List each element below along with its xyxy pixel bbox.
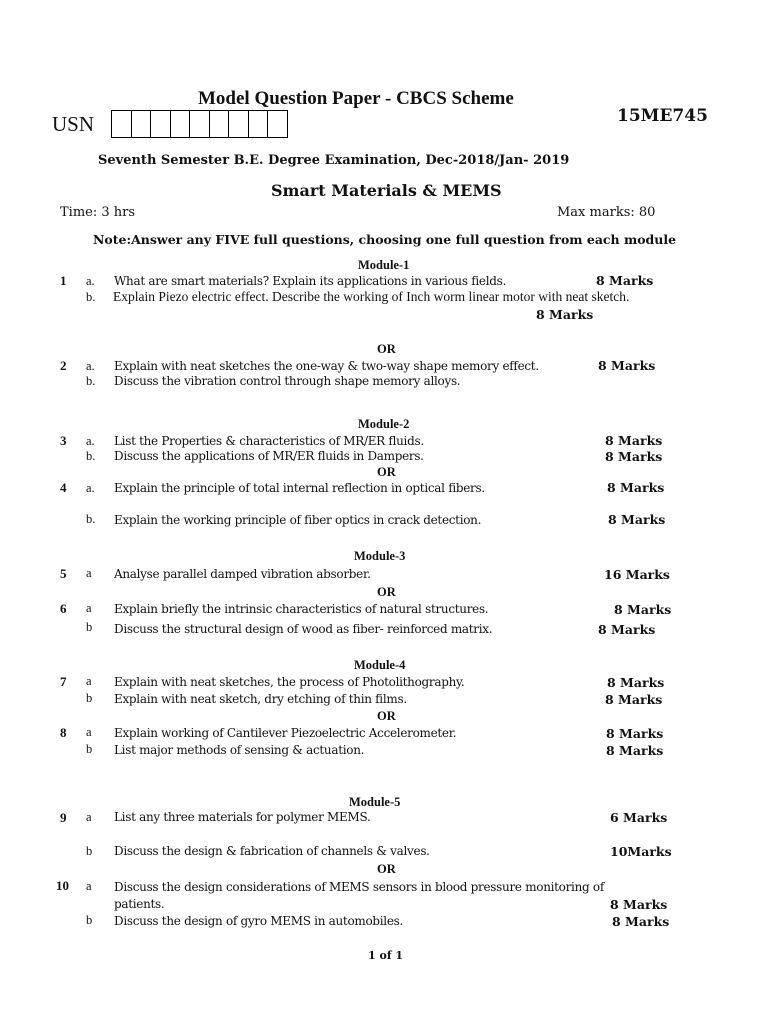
usn-box[interactable] [248,110,269,138]
question-text: Discuss the design & fabrication of channels & valves. [114,844,430,858]
question-number: 3 [60,433,67,448]
usn-box[interactable] [170,110,191,138]
usn-box[interactable] [209,110,230,138]
question-text: Explain with neat sketches, the process of Photolithography. [114,675,465,689]
part-label: b. [86,512,96,526]
or-separator: OR [377,465,396,479]
question-text: Explain working of Cantilever Piezoelectric Accelerometer. [114,726,457,740]
question-text: Explain briefly the intrinsic characteristics of natural structures. [114,602,489,616]
part-label: a [86,601,92,615]
time-allowed: Time: 3 hrs [60,205,136,220]
usn-box[interactable] [150,110,171,138]
usn-box[interactable] [189,110,210,138]
part-label: b. [86,449,96,463]
part-label: b [86,844,93,858]
question-text: Explain Piezo electric effect. Describe the working of Inch worm linear motor with neat sketch. [113,289,630,304]
part-label: b. [86,290,96,304]
question-text: Discuss the structural design of wood as fiber- reinforced matrix. [114,622,493,636]
question-text-continued: patients. [114,897,165,911]
part-label: a. [86,274,95,288]
question-text: Explain with neat sketches the one-way & two-way shape memory effect. [114,359,539,373]
marks: 10Marks [610,844,672,859]
usn-box[interactable] [111,110,132,138]
usn-label: USN [52,112,95,136]
part-label: b [86,913,93,927]
part-label: b [86,691,93,705]
question-number: 6 [60,601,67,616]
question-text: Explain with neat sketch, dry etching of thin films. [114,692,407,706]
question-number: 5 [60,566,67,581]
marks: 8 Marks [598,358,656,373]
page-number: 1 of 1 [368,949,404,962]
course-code: 15ME745 [617,106,708,126]
module-heading: Module-2 [358,417,410,431]
marks: 8 Marks [607,480,665,495]
marks: 8 Marks [610,897,668,912]
question-number: 7 [60,674,67,689]
part-label: a [86,566,92,580]
marks: 8 Marks [606,743,664,758]
part-label: a [86,725,92,739]
subject-title: Smart Materials & MEMS [271,181,502,200]
question-number: 10 [56,878,69,893]
part-label: a. [86,481,95,495]
question-number: 2 [60,358,67,373]
question-number: 8 [60,725,67,740]
semester-line: Seventh Semester B.E. Degree Examination, Dec-2018/Jan- 2019 [98,153,570,168]
question-text: Explain the working principle of fiber optics in crack detection. [114,513,482,527]
part-label: b [86,620,93,634]
usn-boxes[interactable] [112,110,288,138]
part-label: a. [86,434,95,448]
or-separator: OR [377,585,396,599]
or-separator: OR [377,342,396,356]
marks: 6 Marks [610,810,668,825]
marks: 8 Marks [607,675,665,690]
marks: 8 Marks [612,914,670,929]
usn-box[interactable] [131,110,152,138]
question-text: List the Properties & characteristics of MR/ER fluids. [114,434,424,448]
instructions-note: Note:Answer any FIVE full questions, choosing one full question from each module [93,232,677,247]
max-marks: Max marks: 80 [557,205,656,220]
part-label: a. [86,359,95,373]
marks: 8 Marks [614,602,672,617]
question-text: Discuss the applications of MR/ER fluids in Dampers. [114,449,424,463]
marks: 8 Marks [605,449,663,464]
part-label: a [86,879,92,893]
marks: 8 Marks [536,307,594,322]
question-text: Analyse parallel damped vibration absorber. [114,567,371,581]
paper-title: Model Question Paper - CBCS Scheme [198,88,514,109]
question-text: What are smart materials? Explain its applications in various fields. [114,274,507,288]
marks: 8 Marks [596,273,654,288]
part-label: b. [86,374,96,388]
part-label: a [86,674,92,688]
part-label: b [86,742,93,756]
part-label: a [86,810,92,824]
usn-box[interactable] [267,110,288,138]
question-text: List major methods of sensing & actuation. [114,743,365,757]
or-separator: OR [377,709,396,723]
module-heading: Module-1 [358,258,410,272]
question-text: List any three materials for polymer MEMS. [114,810,371,824]
question-text: Discuss the vibration control through shape memory alloys. [114,374,461,388]
question-number: 9 [60,810,67,825]
marks: 8 Marks [598,622,656,637]
question-text: Discuss the design of gyro MEMS in automobiles. [114,914,404,928]
module-heading: Module-3 [354,549,406,563]
question-number: 4 [60,480,67,495]
marks: 8 Marks [605,692,663,707]
marks: 8 Marks [606,726,664,741]
module-heading: Module-5 [349,795,401,809]
question-text: Explain the principle of total internal reflection in optical fibers. [114,481,485,495]
usn-box[interactable] [228,110,249,138]
question-number: 1 [60,273,67,288]
or-separator: OR [377,862,396,876]
question-text: Discuss the design considerations of MEMS sensors in blood pressure monitoring of [114,880,604,894]
marks: 8 Marks [608,512,666,527]
marks: 8 Marks [605,433,663,448]
module-heading: Module-4 [354,658,406,672]
marks: 16 Marks [604,567,670,582]
